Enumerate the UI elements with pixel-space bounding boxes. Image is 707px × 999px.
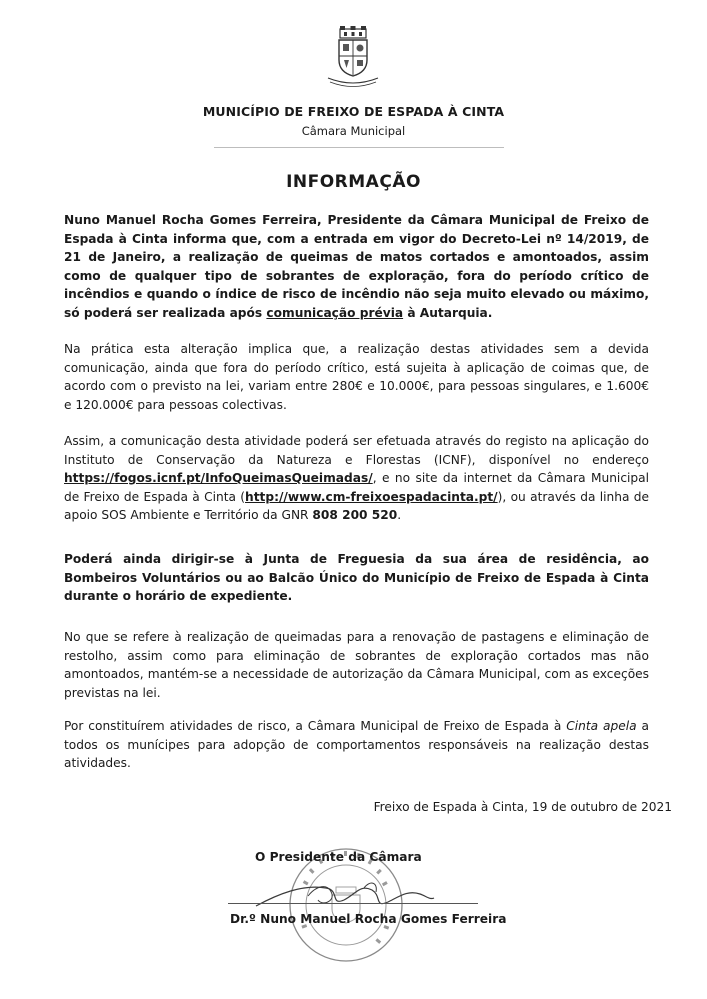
municipality-name: MUNICÍPIO DE FREIXO DE ESPADA À CINTA	[202, 104, 505, 119]
paragraph-6	[64, 717, 649, 773]
paragraph-1	[64, 211, 649, 323]
municipal-coat-of-arms-icon	[318, 26, 388, 88]
paragraph-6-text: Por constituírem atividades de risco, a Câmara Municipal de Freixo de Espada à	[64, 719, 567, 733]
paragraph-1-end: à Autarquia.	[403, 305, 493, 320]
signature-line	[228, 903, 478, 904]
paragraph-3-tail: ), ou através da linha de apoio SOS Ambiente e Território da GNR	[64, 489, 649, 523]
paragraph-6-italic: Cinta apela	[566, 719, 637, 733]
paragraph-4: Poderá ainda dirigir-se à Junta de Freguesia da sua área de residência, ao Bombeiros Voluntários ou ao Balcão Único do Município de Freixo de Espada à Cinta durante o horário de expediente.	[64, 552, 649, 604]
signatory-role: O Presidente da Câmara	[255, 850, 422, 864]
paragraph-1-text: Nuno Manuel Rocha Gomes Ferreira, Presidente da Câmara Municipal de Freixo de Espada à Cinta informa que, com a entrada em vigor do Decreto-Lei nº 14/2019, de 21 de Janeiro, a realização de queimas de matos cortados e amontoados, assim como de qualquer tipo de sobrantes de exploração, fora do período crítico de incêndios e quando o índice de risco de incêndio não seja muito elevado ou máximo, só poderá ser realizada após	[64, 213, 649, 320]
handwritten-signature-icon	[248, 876, 438, 916]
municipality-site-link[interactable]: http://www.cm-freixoespadacinta.pt/	[245, 489, 498, 504]
paragraph-3-mid: , e no site da internet da Câmara Municipal de Freixo de Espada à Cinta (	[64, 471, 649, 504]
signatory-name: Dr.º Nuno Manuel Rocha Gomes Ferreira	[230, 912, 507, 926]
paragraph-3	[64, 432, 649, 525]
gnr-phone-number: 808 200 520	[312, 508, 398, 523]
paragraph-2: Na prática esta alteração implica que, a realização destas atividades sem a devida comunicação, ainda que fora do período crítico, está sujeita à aplicação de coimas que, de acordo com o previsto na lei, variam entre 280€ e 10.000€, para pessoas singulares, e 1.600€ e 120.000€ para pessoas colectivas.	[64, 342, 649, 412]
paragraph-3-end: .	[397, 508, 402, 523]
date-line	[0, 800, 672, 814]
header-divider	[214, 147, 504, 148]
paragraph-6-end: a todos os munícipes para adopção de comportamentos responsáveis na realização destas atividades.	[64, 719, 649, 771]
paragraph-5: No que se refere à realização de queimadas para a renovação de pastagens e eliminação de restolho, assim como para eliminação de sobrantes de exploração cortados mas não amontoados, mantém-se a necessidade de autorização da Câmara Municipal, com as exceções previstas na lei.	[64, 630, 649, 700]
municipality-subtitle: Câmara Municipal	[301, 124, 406, 138]
prior-communication-emphasis: comunicação prévia	[266, 305, 404, 320]
document-date: Freixo de Espada à Cinta, 19 de outubro de 2021	[373, 800, 672, 814]
paragraph-3-text: Assim, a comunicação desta atividade poderá ser efetuada através do registo na aplicação do Instituto de Conservação da Natureza e Florestas (ICNF), disponível no endereço	[64, 434, 649, 467]
icnf-link[interactable]: https://fogos.icnf.pt/InfoQueimasQueimadas/	[64, 471, 373, 486]
document-title: INFORMAÇÃO	[286, 172, 421, 192]
